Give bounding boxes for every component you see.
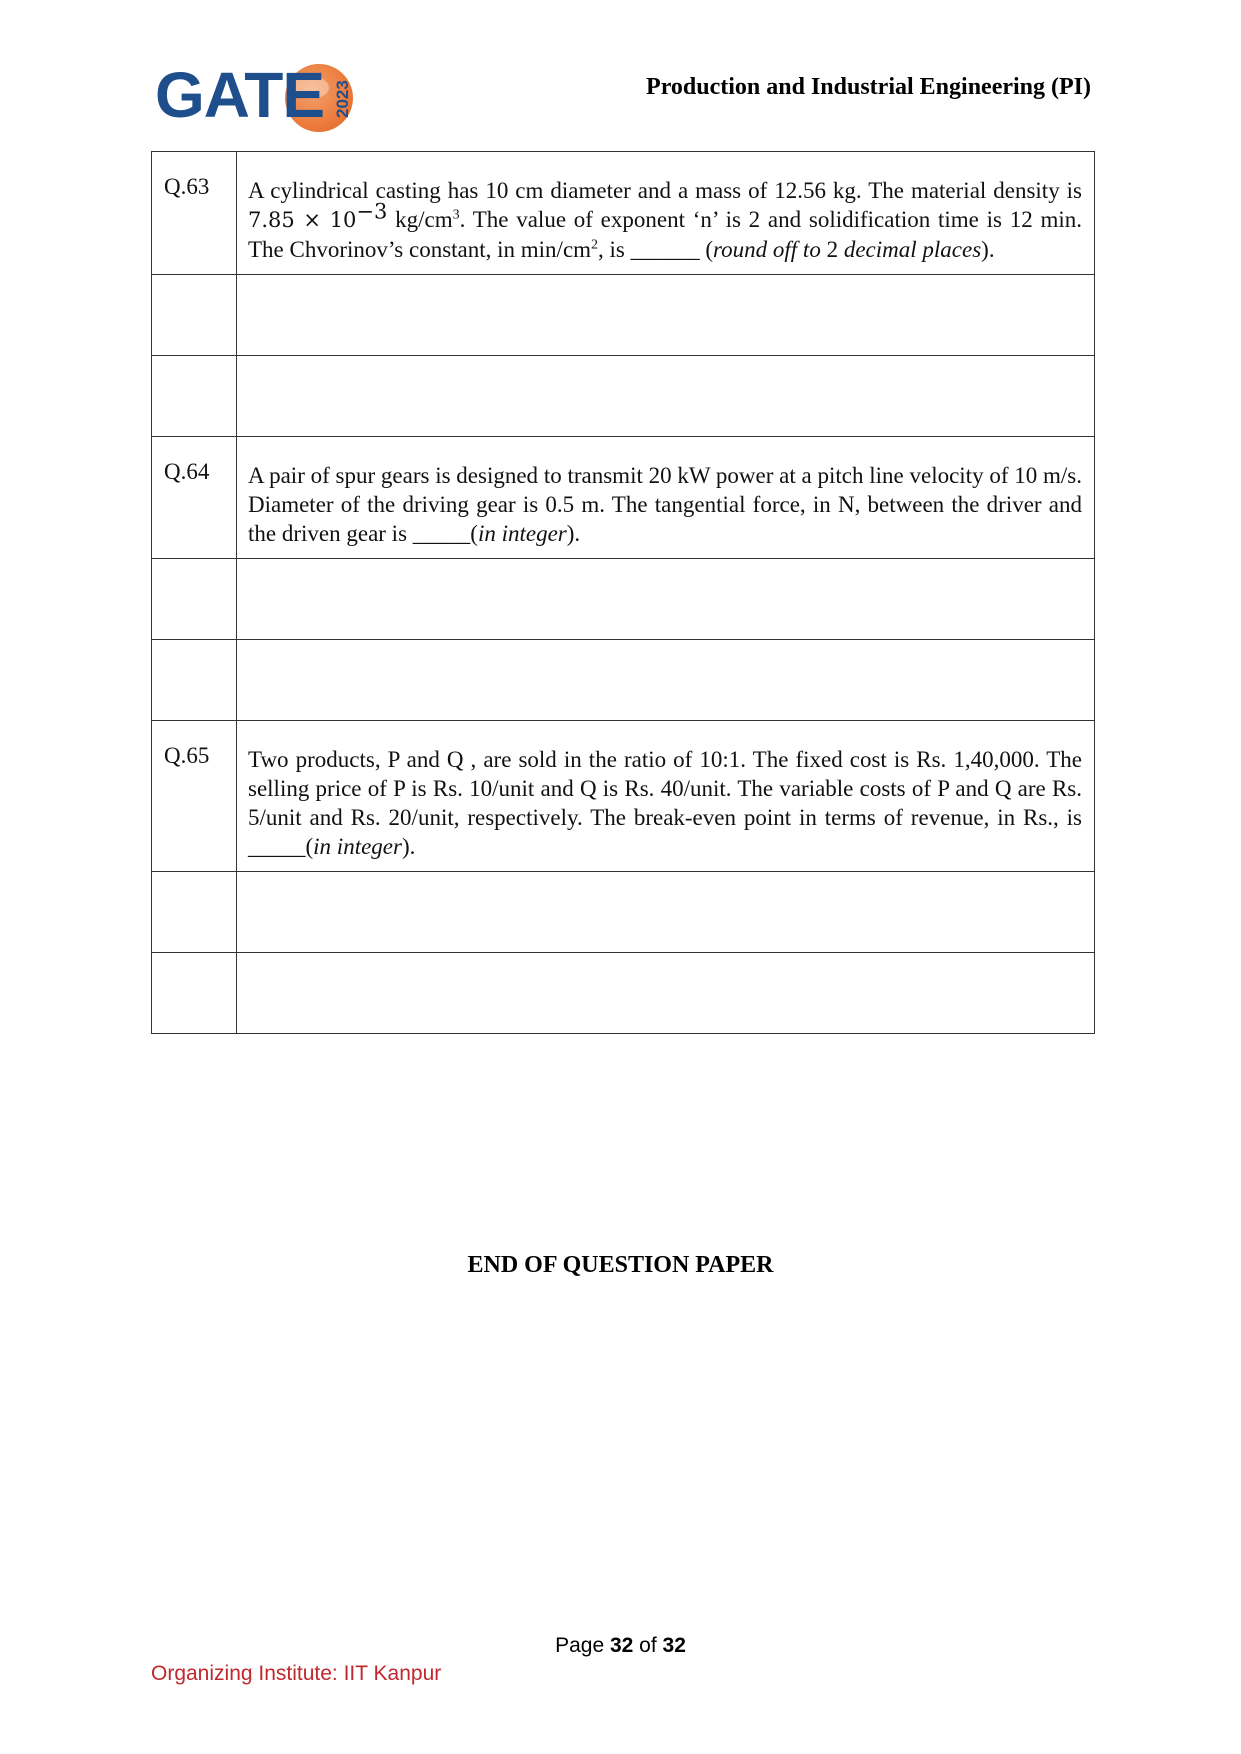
blank-cell — [152, 559, 237, 640]
blank-row — [152, 559, 1095, 640]
blank-cell — [152, 640, 237, 721]
blank-cell — [237, 640, 1095, 721]
question-number: Q.65 — [152, 721, 237, 872]
paper-title: Production and Industrial Engineering (PI) — [646, 74, 1091, 100]
question-row-63 — [152, 152, 1095, 275]
question-text: Two products, P and Q , are sold in the ratio of 10:1. The fixed cost is Rs. 1,40,000. The selling price of P is Rs. 10/unit and Q is Rs. 40/unit. The variable costs of P and Q are Rs. 5/unit and Rs. 20/unit, respectively. The break-even point in terms of revenue, in Rs., is _____(in integer). — [237, 721, 1095, 872]
blank-row — [152, 275, 1095, 356]
total-pages: 32 — [662, 1634, 686, 1657]
page-number: Page 32 of 32 — [555, 1634, 686, 1657]
current-page: 32 — [609, 1634, 634, 1657]
blank-cell — [237, 872, 1095, 953]
blank-cell — [152, 953, 237, 1034]
question-number: Q.63 — [152, 152, 237, 275]
question-text: A pair of spur gears is designed to transmit 20 kW power at a pitch line velocity of 10 m/s. Diameter of the driving gear is 0.5 m. The tangential force, in N, between the driver and the driven gear is _____(in integer). — [237, 437, 1095, 559]
blank-cell — [152, 356, 237, 437]
blank-cell — [237, 559, 1095, 640]
organizing-institute: Organizing Institute: IIT Kanpur — [151, 1662, 442, 1685]
question-text: A cylindrical casting has 10 cm diameter and a mass of 12.56 kg. The material density is $7.85 \times 10^{-3}$ $kg/cm^3$. The value of exponent ‘n’ is 2 and solidification time is 12 min. The Chvorinov’s constant, in $\min/cm^2$, is ______ (round off to 2 decimal places). — [237, 152, 1095, 275]
blank-row — [152, 640, 1095, 721]
logo-text: GATE — [155, 59, 325, 131]
logo-year: 2023 — [333, 80, 352, 118]
blank-cell — [152, 872, 237, 953]
blank-cell — [237, 953, 1095, 1034]
question-table — [151, 151, 1095, 1034]
blank-row — [152, 872, 1095, 953]
end-of-paper-label: END OF QUESTION PAPER — [467, 1252, 774, 1278]
blank-row — [152, 356, 1095, 437]
density-value: 7.85 × 10 — [248, 208, 357, 232]
blank-cell — [152, 275, 237, 356]
question-row-64 — [152, 437, 1095, 559]
gate-logo — [155, 58, 355, 138]
blank-cell — [237, 275, 1095, 356]
question-row-65 — [152, 721, 1095, 872]
blank-row — [152, 953, 1095, 1034]
blank-cell — [237, 356, 1095, 437]
question-number: Q.64 — [152, 437, 237, 559]
